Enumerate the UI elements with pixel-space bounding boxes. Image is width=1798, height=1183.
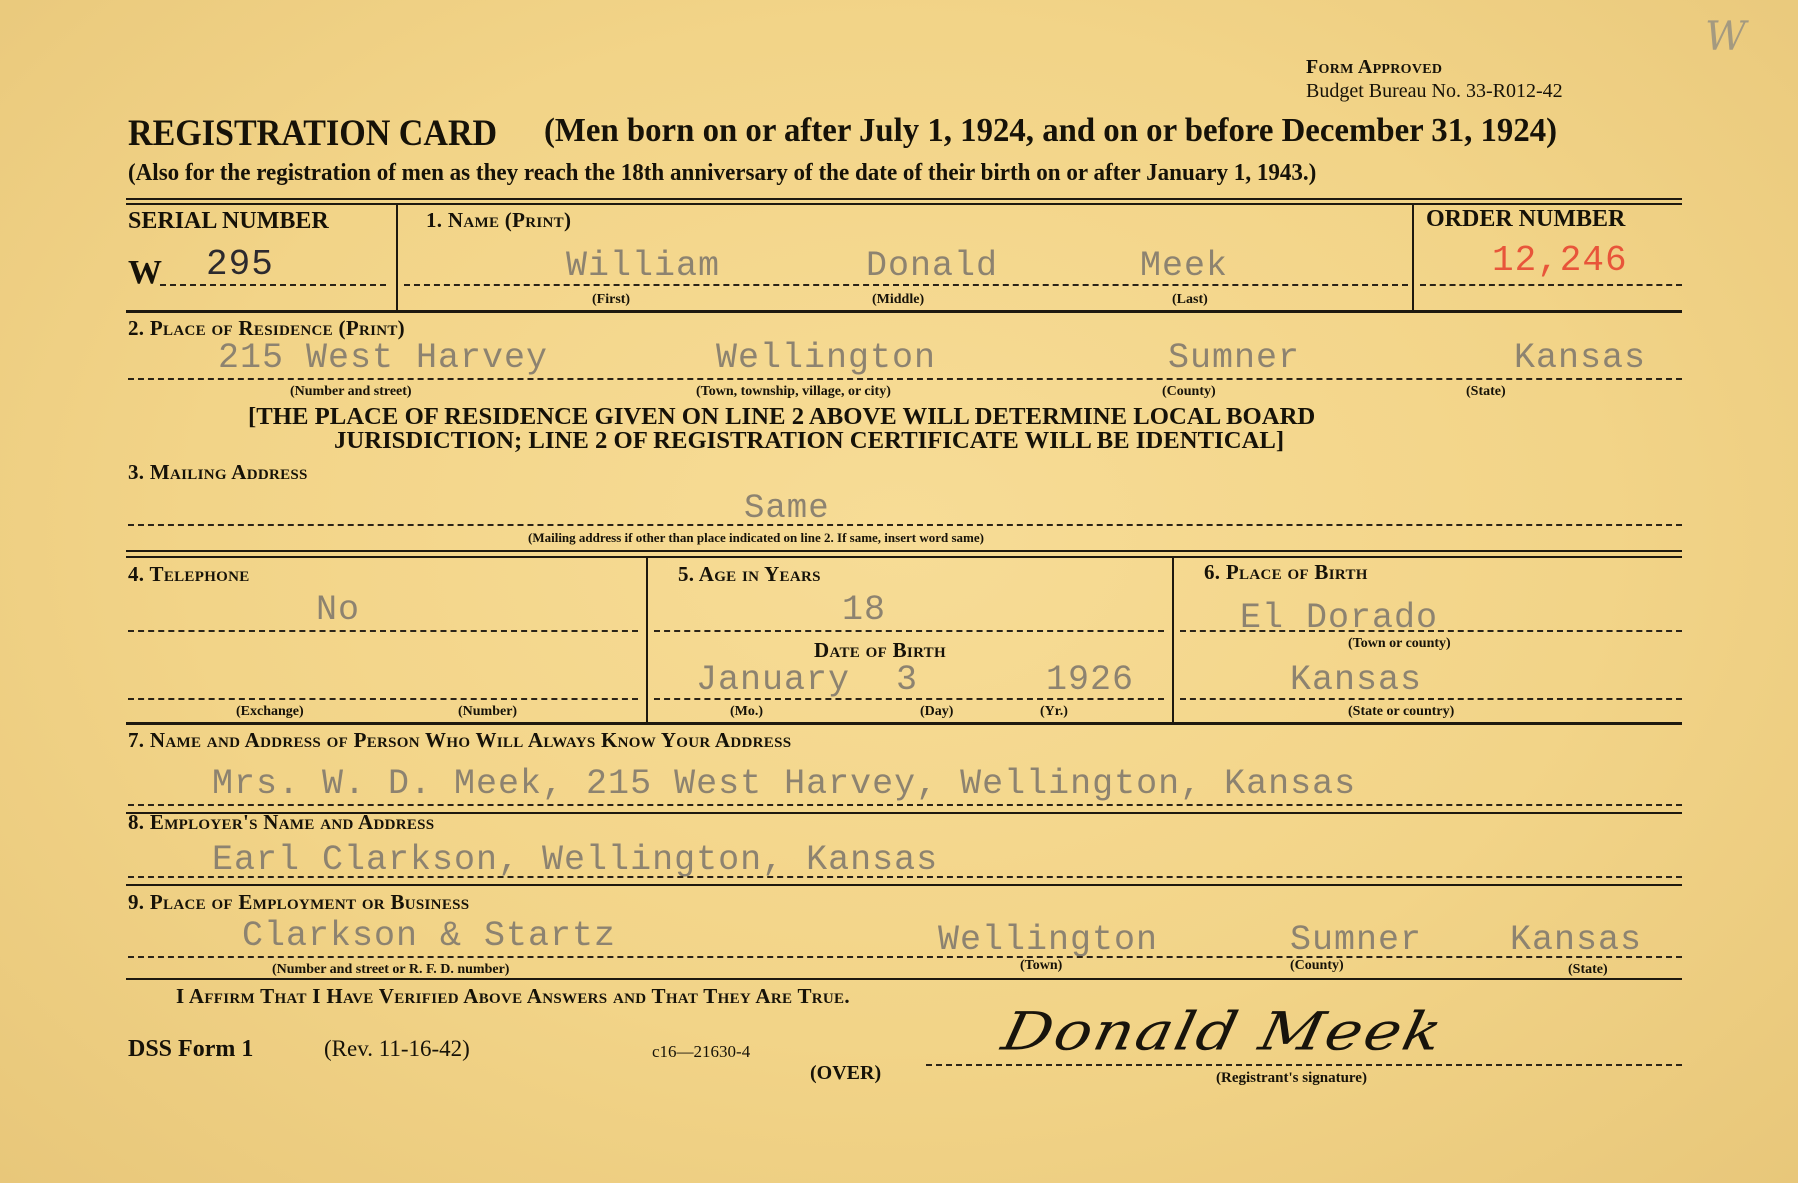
rule-row6 — [126, 722, 1682, 725]
employment-county: Sumner — [1290, 920, 1423, 960]
dob-underline — [654, 698, 1164, 700]
residence-state: Kansas — [1514, 338, 1647, 378]
print-code: c16—21630-4 — [652, 1042, 751, 1061]
rule-row3-a — [126, 550, 1682, 552]
over-note: (OVER) — [810, 1062, 882, 1084]
budget-bureau: Budget Bureau No. 33-R012-42 — [1306, 80, 1563, 102]
contact-label: 7. Name and Address of Person Who Will Always Know Your Address — [128, 728, 792, 752]
telephone-value: No — [316, 590, 361, 630]
serial-underline — [160, 284, 386, 286]
divider-age-birth — [1172, 558, 1174, 722]
telephone-number-caption: (Number) — [458, 704, 518, 719]
employer-label: 8. Employer's Name and Address — [128, 810, 435, 834]
divider-serial — [396, 204, 398, 310]
contact-value: Mrs. W. D. Meek, 215 West Harvey, Wellington, Kansas — [212, 764, 1357, 804]
serial-label: SERIAL NUMBER — [128, 208, 329, 234]
residence-street: 215 West Harvey — [218, 338, 549, 378]
card-subtitle: (Also for the registration of men as they reach the 18th anniversary of the date of their birth on or after January 1, 1943.) — [128, 160, 1317, 186]
residence-state-caption: (State) — [1466, 384, 1506, 399]
name-first: William — [566, 246, 721, 286]
employment-town-caption: (Town) — [1020, 958, 1063, 973]
residence-county: Sumner — [1168, 338, 1301, 378]
rule-row8 — [126, 884, 1682, 886]
dob-mo-caption: (Mo.) — [730, 704, 764, 719]
employment-street-caption: (Number and street or R. F. D. number) — [272, 962, 510, 977]
employment-label: 9. Place of Employment or Business — [128, 890, 470, 914]
employer-value: Earl Clarkson, Wellington, Kansas — [212, 840, 939, 880]
residence-county-caption: (County) — [1162, 384, 1216, 399]
dob-yr-caption: (Yr.) — [1040, 704, 1068, 719]
serial-prefix: W — [128, 254, 162, 291]
birthplace-state-underline — [1180, 698, 1682, 700]
dob-month: January — [696, 660, 851, 700]
employment-underline — [128, 956, 1682, 958]
telephone-exchange-caption: (Exchange) — [236, 704, 304, 719]
name-underline — [404, 284, 1408, 286]
name-first-caption: (First) — [592, 292, 631, 307]
mailing-underline — [128, 524, 1682, 526]
dob-day-caption: (Day) — [920, 704, 954, 719]
dob-year: 1926 — [1046, 660, 1135, 700]
name-middle-caption: (Middle) — [872, 292, 925, 307]
order-underline — [1420, 284, 1682, 286]
signature-underline — [926, 1064, 1682, 1066]
residence-underline — [128, 378, 1682, 380]
employment-state: Kansas — [1510, 920, 1643, 960]
residence-label: 2. Place of Residence (Print) — [128, 316, 405, 340]
name-label: 1. Name (Print) — [426, 208, 572, 232]
divider-tel-age — [646, 558, 648, 722]
card-title-sub: (Men born on or after July 1, 1924, and on or before December 31, 1924) — [544, 112, 1558, 149]
age-label: 5. Age in Years — [678, 562, 821, 586]
rule-top-1 — [126, 198, 1682, 200]
employment-state-caption: (State) — [1568, 962, 1608, 977]
order-value: 12,246 — [1492, 240, 1628, 281]
mailing-label: 3. Mailing Address — [128, 460, 308, 484]
residence-town: Wellington — [716, 338, 937, 378]
mailing-caption: (Mailing address if other than place indicated on line 2. If same, insert word same) — [528, 530, 984, 545]
birthplace-state-caption: (State or country) — [1348, 704, 1455, 719]
form-id: DSS Form 1 — [128, 1036, 254, 1062]
telephone-underline-2 — [128, 698, 638, 700]
corner-mark: W — [1705, 14, 1747, 60]
residence-notice-2: JURISDICTION; LINE 2 OF REGISTRATION CERTIFICATE WILL BE IDENTICAL] — [334, 428, 1285, 454]
birthplace-label: 6. Place of Birth — [1204, 560, 1368, 584]
birthplace-state: Kansas — [1290, 660, 1423, 700]
form-revision: (Rev. 11-16-42) — [324, 1036, 470, 1061]
dob-day: 3 — [896, 660, 919, 700]
birthplace-town: El Dorado — [1240, 598, 1439, 638]
employment-town: Wellington — [938, 920, 1159, 960]
name-last-caption: (Last) — [1172, 292, 1208, 307]
name-middle: Donald — [866, 246, 999, 286]
rule-row1 — [126, 310, 1682, 313]
order-label: ORDER NUMBER — [1426, 206, 1626, 232]
telephone-underline-1 — [128, 630, 638, 632]
contact-underline — [128, 804, 1682, 806]
serial-value: 295 — [206, 244, 274, 285]
card-title: REGISTRATION CARD — [128, 113, 498, 154]
rule-top-2 — [126, 203, 1682, 205]
residence-town-caption: (Town, township, village, or city) — [696, 384, 891, 399]
employment-business: Clarkson & Startz — [242, 916, 617, 956]
age-value: 18 — [842, 590, 887, 630]
birthplace-town-underline — [1180, 630, 1682, 632]
rule-row9 — [126, 978, 1682, 980]
employment-county-caption: (County) — [1290, 958, 1344, 973]
signature-caption: (Registrant's signature) — [1216, 1070, 1367, 1086]
affirm-text: I Affirm That I Have Verified Above Answers and That They Are True. — [176, 984, 850, 1008]
form-approved: Form Approved — [1306, 56, 1443, 78]
age-underline — [654, 630, 1164, 632]
telephone-label: 4. Telephone — [128, 562, 250, 586]
employer-underline — [128, 876, 1682, 878]
residence-notice-1: [THE PLACE OF RESIDENCE GIVEN ON LINE 2 ABOVE WILL DETERMINE LOCAL BOARD — [248, 404, 1316, 430]
birthplace-town-caption: (Town or county) — [1348, 636, 1451, 651]
dob-label: Date of Birth — [814, 638, 946, 662]
registrant-signature: Donald Meek — [996, 1000, 1450, 1063]
name-last: Meek — [1140, 246, 1229, 286]
rule-row3-b — [126, 556, 1682, 558]
residence-street-caption: (Number and street) — [290, 384, 412, 399]
mailing-value: Same — [744, 490, 830, 528]
divider-order — [1412, 204, 1414, 310]
